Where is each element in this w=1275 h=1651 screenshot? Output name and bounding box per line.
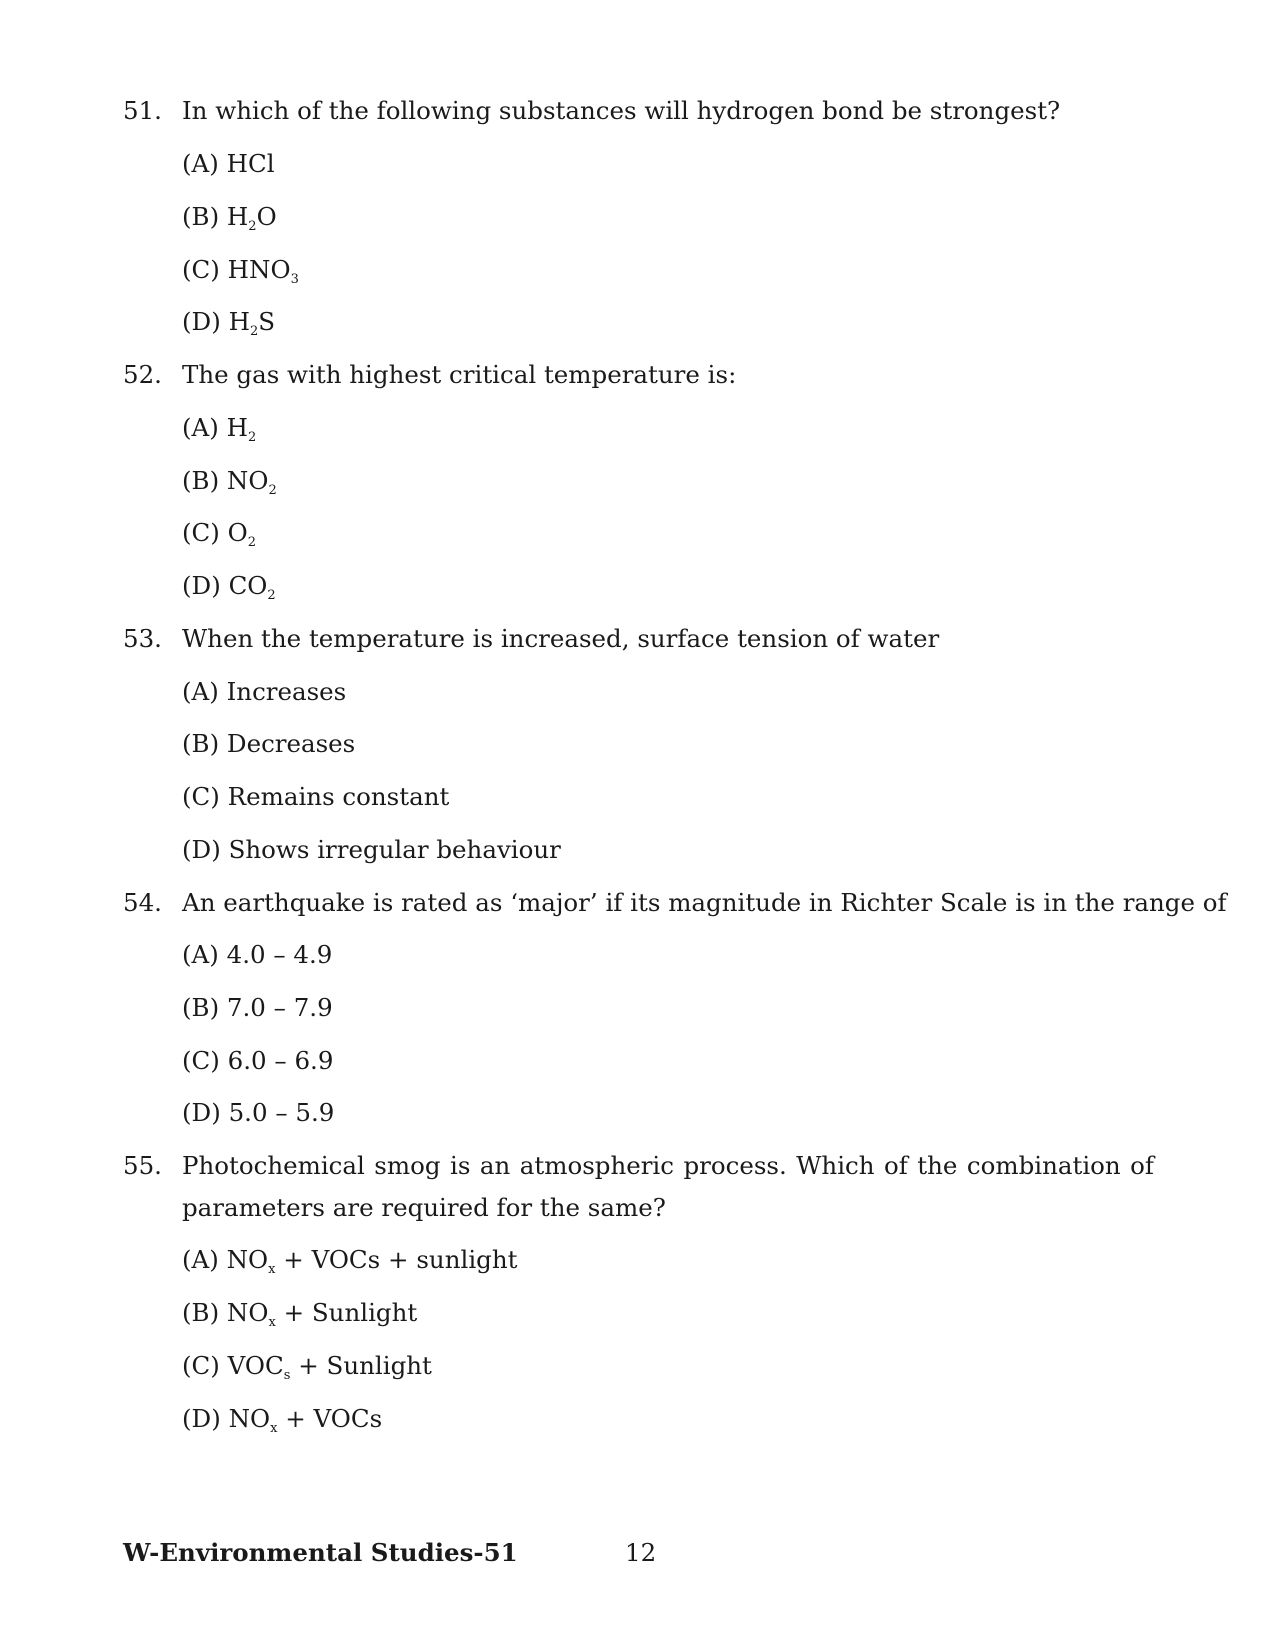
option-label: (B) xyxy=(182,729,220,758)
option-b xyxy=(182,466,277,496)
option-text: 4.0 – 4.9 xyxy=(226,940,333,969)
option-text: H xyxy=(228,307,250,336)
option-text: HNO xyxy=(227,255,291,284)
question-text: An earthquake is rated as ‘major’ if its magnitude in Richter Scale is in the range of xyxy=(182,888,1227,917)
option-a xyxy=(182,149,275,179)
option-c xyxy=(182,518,256,548)
option-a xyxy=(182,940,332,970)
option-d xyxy=(182,835,561,865)
option-text: Remains constant xyxy=(227,782,450,811)
option-text: H xyxy=(226,202,249,231)
option-subscript: 2 xyxy=(247,430,257,445)
option-text: NO xyxy=(228,1404,271,1433)
option-subscript: 2 xyxy=(267,588,276,603)
option-c xyxy=(182,1351,432,1381)
page-number: 12 xyxy=(625,1538,657,1567)
option-text: Decreases xyxy=(226,729,356,758)
option-label: (B) xyxy=(182,993,220,1022)
option-subscript: 3 xyxy=(290,272,299,287)
option-text: NO xyxy=(226,1298,269,1327)
option-a xyxy=(182,677,346,707)
option-label: (D) xyxy=(182,571,221,600)
option-c xyxy=(182,782,449,812)
option-text: NO xyxy=(226,466,269,495)
option-text: HCl xyxy=(226,149,275,178)
option-text-after: + Sunlight xyxy=(290,1351,432,1380)
question-text-line1: Photochemical smog is an atmospheric process. Which of the combination of xyxy=(182,1151,1154,1180)
option-text: 6.0 – 6.9 xyxy=(227,1046,334,1075)
option-label: (A) xyxy=(182,149,219,178)
option-label: (D) xyxy=(182,835,221,864)
option-b xyxy=(182,993,333,1023)
option-a xyxy=(182,1245,517,1275)
option-subscript: x xyxy=(268,1315,276,1330)
option-label: (B) xyxy=(182,1298,220,1327)
option-label: (A) xyxy=(182,677,219,706)
question-text: The gas with highest critical temperature is: xyxy=(182,360,737,389)
question-number: 53. xyxy=(123,624,162,653)
option-d xyxy=(182,1404,382,1434)
option-d xyxy=(182,307,275,337)
option-d xyxy=(182,1098,334,1128)
question-text: In which of the following substances will hydrogen bond be strongest? xyxy=(182,96,1061,125)
option-label: (B) xyxy=(182,466,220,495)
option-text: H xyxy=(226,413,248,442)
option-d xyxy=(182,571,276,601)
option-label: (C) xyxy=(182,255,220,284)
option-text-after: + Sunlight xyxy=(275,1298,418,1327)
option-subscript: s xyxy=(283,1368,291,1383)
option-label: (C) xyxy=(182,782,220,811)
option-label: (D) xyxy=(182,1098,221,1127)
option-label: (A) xyxy=(182,940,219,969)
option-label: (C) xyxy=(182,1351,220,1380)
option-subscript: 2 xyxy=(268,483,277,498)
option-b xyxy=(182,729,355,759)
option-b xyxy=(182,1298,417,1328)
option-text-after: + VOCs xyxy=(277,1404,383,1433)
option-text: 7.0 – 7.9 xyxy=(226,993,333,1022)
option-text: Increases xyxy=(226,677,347,706)
question-number: 52. xyxy=(123,360,162,389)
question-text: When the temperature is increased, surface tension of water xyxy=(182,624,940,653)
option-subscript: 2 xyxy=(248,219,257,234)
option-text: O xyxy=(227,518,248,547)
option-c xyxy=(182,255,299,285)
question-text-line2: parameters are required for the same? xyxy=(182,1193,666,1222)
option-label: (C) xyxy=(182,1046,220,1075)
option-label: (D) xyxy=(182,307,221,336)
option-text: CO xyxy=(228,571,268,600)
question-number: 51. xyxy=(123,96,162,125)
option-subscript: x xyxy=(270,1421,278,1436)
option-text: NO xyxy=(226,1245,269,1274)
footer-title: W-Environmental Studies-51 xyxy=(123,1538,518,1567)
option-label: (D) xyxy=(182,1404,221,1433)
option-text: Shows irregular behaviour xyxy=(228,835,561,864)
option-subscript: 2 xyxy=(249,324,259,339)
option-label: (A) xyxy=(182,413,219,442)
option-label: (B) xyxy=(182,202,220,231)
option-label: (A) xyxy=(182,1245,219,1274)
option-text-after: S xyxy=(258,307,276,336)
option-text: VOC xyxy=(227,1351,284,1380)
option-b xyxy=(182,202,277,232)
question-number: 55. xyxy=(123,1151,162,1180)
option-subscript: 2 xyxy=(247,535,257,550)
option-text-after: + VOCs + sunlight xyxy=(275,1245,518,1274)
option-c xyxy=(182,1046,333,1076)
option-subscript: x xyxy=(268,1262,276,1277)
option-a xyxy=(182,413,256,443)
option-label: (C) xyxy=(182,518,220,547)
option-text: 5.0 – 5.9 xyxy=(228,1098,335,1127)
option-text-after: O xyxy=(256,202,277,231)
question-number: 54. xyxy=(123,888,162,917)
